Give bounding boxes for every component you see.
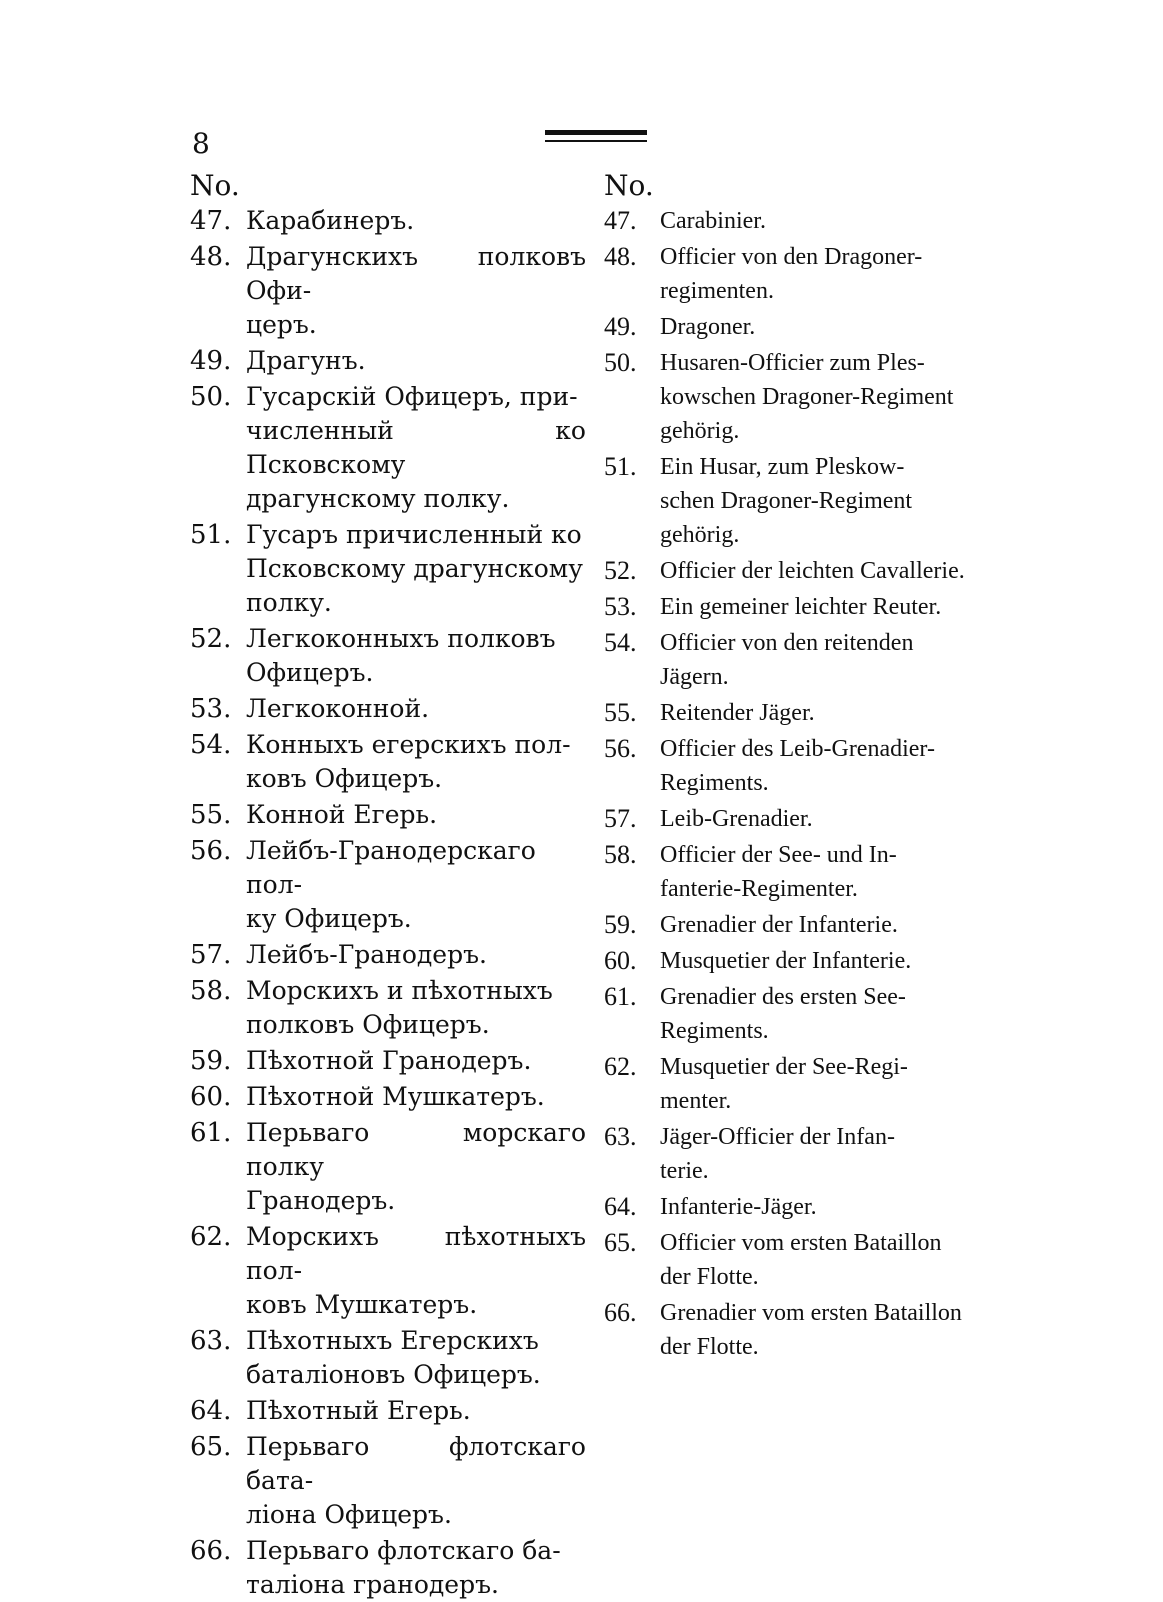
german-entry-line: Dragoner.: [660, 314, 756, 340]
russian-entry-line: Гранодеръ.: [246, 1186, 396, 1215]
russian-entry: [190, 1080, 586, 1114]
german-entry: [604, 838, 990, 906]
russian-entry: [190, 1534, 586, 1602]
german-entry-number: 58.: [604, 840, 637, 869]
german-entry-line: der Flotte.: [660, 1264, 759, 1290]
russian-entry-line: Карабинеръ.: [246, 206, 415, 235]
russian-entry-line: Драгунскихъ полковъ Офи-: [246, 242, 586, 305]
russian-entry-number: 60.: [190, 1082, 232, 1112]
german-entry-line: Grenadier des ersten See-: [660, 984, 906, 1010]
russian-entry-line: таліона гранодеръ.: [246, 1570, 499, 1599]
german-entry: [604, 204, 990, 238]
russian-entry-line: Гусаръ причисленный ко: [246, 520, 582, 549]
german-entry-list: [604, 204, 990, 1364]
german-entry: [604, 310, 990, 344]
german-entry: [604, 908, 990, 942]
page-number: 8: [192, 127, 210, 160]
russian-entry: [190, 834, 586, 936]
russian-entry: [190, 728, 586, 796]
russian-entry-line: Конной Егерь.: [246, 800, 438, 829]
russian-entry-line: полковъ Офицеръ.: [246, 1010, 490, 1039]
german-entry-line: gehörig.: [660, 418, 740, 444]
german-entry-line: Musquetier der Infanterie.: [660, 948, 912, 974]
german-entry-line: menter.: [660, 1088, 732, 1114]
russian-entry-line: Пѣхотной Гранодеръ.: [246, 1046, 532, 1075]
german-entry-line: Officier vom ersten Bataillon: [660, 1230, 942, 1256]
russian-entry: [190, 344, 586, 378]
russian-entry-number: 64.: [190, 1396, 232, 1426]
russian-entry: [190, 1430, 586, 1532]
german-entry-line: Officier der See- und In-: [660, 842, 897, 868]
german-entry-line: Regiments.: [660, 1018, 769, 1044]
russian-entry-line: численный ко Псковскому: [246, 416, 586, 479]
german-entry-number: 48.: [604, 242, 637, 271]
russian-entry: [190, 692, 586, 726]
header-rule: [545, 130, 647, 142]
russian-entry: [190, 240, 586, 342]
german-entry-line: Jägern.: [660, 664, 729, 690]
russian-entry-line: Легкоконной.: [246, 694, 430, 723]
russian-entry-number: 62.: [190, 1222, 232, 1252]
german-entry-number: 54.: [604, 628, 637, 657]
russian-entry-number: 56.: [190, 836, 232, 866]
russian-entry: [190, 798, 586, 832]
german-entry-number: 63.: [604, 1122, 637, 1151]
german-entry-line: Reitender Jäger.: [660, 700, 815, 726]
russian-entry-line: Морскихъ и пѣхотныхъ: [246, 976, 553, 1005]
russian-entry: [190, 1116, 586, 1218]
german-entry-number: 61.: [604, 982, 637, 1011]
russian-entry-number: 54.: [190, 730, 232, 760]
german-entry: [604, 1226, 990, 1294]
russian-entry-line: Лейбъ-Гранодеръ.: [246, 940, 487, 969]
russian-entry: [190, 622, 586, 690]
russian-entry-number: 49.: [190, 346, 232, 376]
german-entry-number: 66.: [604, 1298, 637, 1327]
german-entry: [604, 980, 990, 1048]
german-entry: [604, 696, 990, 730]
russian-column-header: No.: [190, 169, 240, 202]
german-entry-number: 53.: [604, 592, 637, 621]
russian-entry: [190, 204, 586, 238]
german-entry-line: Carabinier.: [660, 208, 766, 234]
russian-entry-number: 48.: [190, 242, 232, 272]
russian-entry-line: Перьваго флотскаго ба-: [246, 1536, 561, 1565]
german-entry-number: 47.: [604, 206, 637, 235]
russian-entry-line: Офицеръ.: [246, 658, 374, 687]
russian-entry-line: драгунскому полку.: [246, 484, 510, 513]
german-entry: [604, 944, 990, 978]
russian-entry-line: ліона Офицеръ.: [246, 1500, 452, 1529]
german-column: [604, 168, 990, 1364]
german-entry: [604, 1050, 990, 1118]
russian-entry-number: 58.: [190, 976, 232, 1006]
german-entry: [604, 240, 990, 308]
german-entry-line: Leib-Grenadier.: [660, 806, 813, 832]
german-entry: [604, 1120, 990, 1188]
german-entry-line: Regiments.: [660, 770, 769, 796]
russian-entry-line: Пѣхотныхъ Егерскихъ: [246, 1326, 539, 1355]
russian-entry-number: 57.: [190, 940, 232, 970]
german-entry: [604, 590, 990, 624]
german-entry-number: 59.: [604, 910, 637, 939]
german-entry: [604, 732, 990, 800]
german-entry-line: Officier der leichten Cavallerie.: [660, 558, 965, 584]
russian-entry-number: 53.: [190, 694, 232, 724]
russian-entry-number: 51.: [190, 520, 232, 550]
german-entry-line: regimenten.: [660, 278, 774, 304]
german-entry-number: 49.: [604, 312, 637, 341]
german-entry: [604, 1190, 990, 1224]
russian-entry: [190, 380, 586, 516]
russian-entry-line: Перьваго флотскаго бата-: [246, 1432, 586, 1495]
german-entry-line: Grenadier vom ersten Bataillon: [660, 1300, 962, 1326]
russian-entry-line: Драгунъ.: [246, 346, 366, 375]
german-entry-line: schen Dragoner-Regiment: [660, 488, 913, 514]
german-entry-number: 55.: [604, 698, 637, 727]
german-entry-line: Officier von den Dragoner-: [660, 244, 923, 270]
german-entry-number: 64.: [604, 1192, 637, 1221]
russian-entry: [190, 1324, 586, 1392]
german-entry-line: terie.: [660, 1158, 709, 1184]
german-entry: [604, 626, 990, 694]
german-entry-line: der Flotte.: [660, 1334, 759, 1360]
russian-entry: [190, 974, 586, 1042]
russian-entry: [190, 1220, 586, 1322]
russian-entry-list: [190, 204, 586, 1602]
russian-entry-line: Конныхъ егерскихъ пол-: [246, 730, 571, 759]
german-entry-line: Husaren-Officier zum Ples-: [660, 350, 925, 376]
german-entry-number: 60.: [604, 946, 637, 975]
german-entry-line: Ein Husar, zum Pleskow-: [660, 454, 905, 480]
german-entry-line: fanterie-Regimenter.: [660, 876, 858, 902]
german-entry-number: 65.: [604, 1228, 637, 1257]
german-entry: [604, 554, 990, 588]
russian-entry-line: ку Офицеръ.: [246, 904, 412, 933]
russian-entry-line: церъ.: [246, 310, 317, 339]
russian-entry-line: баталіоновъ Офицеръ.: [246, 1360, 541, 1389]
german-entry: [604, 346, 990, 448]
german-entry-line: kowschen Dragoner-Regiment: [660, 384, 954, 410]
german-entry-number: 62.: [604, 1052, 637, 1081]
german-entry-line: Grenadier der Infanterie.: [660, 912, 898, 938]
russian-column: [190, 168, 586, 1602]
russian-entry-line: Пѣхотный Егерь.: [246, 1396, 471, 1425]
german-entry-line: gehörig.: [660, 522, 740, 548]
german-entry-line: Musquetier der See-Regi-: [660, 1054, 908, 1080]
russian-entry-line: Морскихъ пѣхотныхъ пол-: [246, 1222, 586, 1285]
russian-entry-line: Гусарскій Офицеръ, при-: [246, 382, 578, 411]
german-entry-line: Officier des Leib-Grenadier-: [660, 736, 935, 762]
german-entry: [604, 450, 990, 552]
russian-entry-number: 52.: [190, 624, 232, 654]
german-entry-number: 56.: [604, 734, 637, 763]
russian-entry: [190, 1044, 586, 1078]
russian-entry-line: Пѣхотной Мушкатеръ.: [246, 1082, 545, 1111]
russian-entry-number: 61.: [190, 1118, 232, 1148]
german-column-header: No.: [604, 169, 654, 202]
german-entry-number: 50.: [604, 348, 637, 377]
russian-entry-line: Лейбъ-Гранодерскаго пол-: [246, 836, 536, 899]
german-entry: [604, 1296, 990, 1364]
german-entry-line: Officier von den reitenden: [660, 630, 914, 656]
russian-entry: [190, 938, 586, 972]
russian-entry-line: полку.: [246, 588, 332, 617]
russian-entry: [190, 1394, 586, 1428]
german-entry: [604, 802, 990, 836]
german-entry-number: 51.: [604, 452, 637, 481]
russian-entry-line: Псковскому драгунскому: [246, 554, 583, 583]
russian-entry-line: Легкоконныхъ полковъ: [246, 624, 556, 653]
russian-entry-number: 50.: [190, 382, 232, 412]
russian-entry-line: ковъ Мушкатеръ.: [246, 1290, 478, 1319]
russian-entry-number: 65.: [190, 1432, 232, 1462]
russian-entry-number: 66.: [190, 1536, 232, 1566]
russian-entry-line: Перьваго морскаго полку: [246, 1118, 586, 1181]
german-entry-line: Ein gemeiner leichter Reuter.: [660, 594, 942, 620]
german-entry-number: 57.: [604, 804, 637, 833]
russian-entry-number: 55.: [190, 800, 232, 830]
russian-entry: [190, 518, 586, 620]
russian-entry-number: 59.: [190, 1046, 232, 1076]
russian-entry-line: ковъ Офицеръ.: [246, 764, 443, 793]
russian-entry-number: 63.: [190, 1326, 232, 1356]
russian-entry-number: 47.: [190, 206, 232, 236]
german-entry-line: Infanterie-Jäger.: [660, 1194, 817, 1220]
german-entry-line: Jäger-Officier der Infan-: [660, 1124, 895, 1150]
german-entry-number: 52.: [604, 556, 637, 585]
